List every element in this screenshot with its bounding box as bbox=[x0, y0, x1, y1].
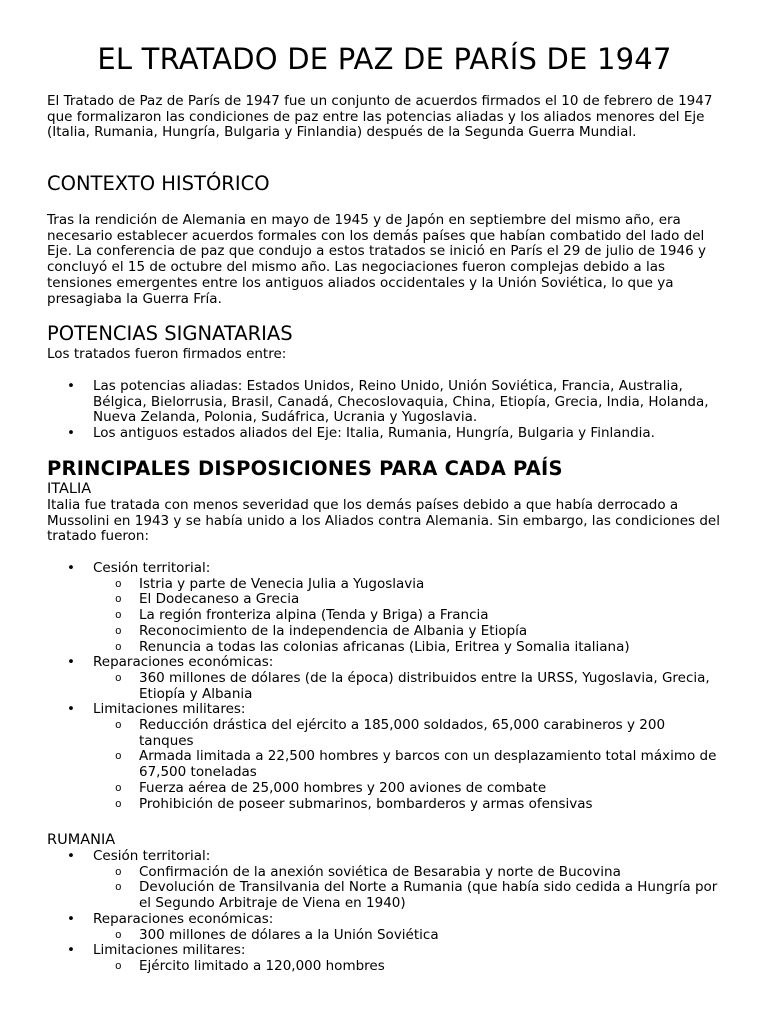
group-label: Reparaciones económicas: bbox=[93, 910, 274, 927]
sub-list-item: o Prohibición de poseer submarinos, bombarderos y armas ofensivas bbox=[93, 797, 722, 813]
section-heading-potencias: POTENCIAS SIGNATARIAS bbox=[47, 322, 293, 345]
section-heading-contexto: CONTEXTO HISTÓRICO bbox=[47, 172, 270, 195]
sub-list bbox=[93, 928, 722, 944]
list-item bbox=[47, 943, 722, 974]
sub-list-item: o Ejército limitado a 120,000 hombres bbox=[93, 959, 722, 975]
italia-conditions-list bbox=[47, 561, 722, 812]
list-item bbox=[47, 561, 722, 655]
sub-list bbox=[93, 718, 722, 812]
potencias-list bbox=[47, 379, 722, 442]
sub-list bbox=[93, 959, 722, 975]
list-item bbox=[47, 655, 722, 702]
sub-list-item: o Istria y parte de Venecia Julia a Yugoslavia bbox=[93, 577, 722, 593]
contexto-paragraph: Tras la rendición de Alemania en mayo de 1945 y de Japón en septiembre del mismo año, era necesario establecer acuerdos formales con los demás países que habían combatido del lado del Eje. La conferencia de paz que condujo a estos tratados se inició en París el 29 de julio de 1946 y concluyó el 15 de octubre del mismo año. Las negociaciones fueron complejas debido a las tensiones emergentes entre los antiguos aliados occidentales y la Unión Soviética, lo que ya presagiaba la Guerra Fría. bbox=[47, 212, 706, 307]
subheading-rumania: RUMANIA bbox=[47, 832, 116, 848]
sub-list bbox=[93, 671, 722, 702]
list-item bbox=[47, 912, 722, 943]
sub-list bbox=[93, 577, 722, 656]
sub-list-item: o La región fronteriza alpina (Tenda y Briga) a Francia bbox=[93, 608, 722, 624]
sub-list-item: o 360 millones de dólares (de la época) distribuidos entre la URSS, Yugoslavia, Grecia, Etiopía y Albania bbox=[93, 671, 722, 702]
list-item: • Las potencias aliadas: Estados Unidos, Reino Unido, Unión Soviética, Francia, Australia, Bélgica, Bielorrusia, Brasil, Canadá, Checoslovaquia, China, Etiopía, Grecia, India, Holanda, Nueva Zelanda, Polonia, Sudáfrica, Ucrania y Yugoslavia. bbox=[47, 379, 722, 426]
group-label: Reparaciones económicas: bbox=[93, 654, 274, 671]
list-item bbox=[47, 702, 722, 812]
section-heading-disposiciones: PRINCIPALES DISPOSICIONES PARA CADA PAÍS bbox=[47, 457, 563, 480]
subheading-italia: ITALIA bbox=[47, 481, 92, 497]
sub-list-item: o 300 millones de dólares a la Unión Soviética bbox=[93, 928, 722, 944]
sub-list-item: o Devolución de Transilvania del Norte a Rumania (que había sido cedida a Hungría por el Segundo Arbitraje de Viena en 1940) bbox=[93, 880, 722, 911]
sub-list-item: o Reconocimiento de la independencia de Albania y Etiopía bbox=[93, 624, 722, 640]
group-label: Limitaciones militares: bbox=[93, 701, 246, 718]
sub-list-item: o Reducción drástica del ejército a 185,000 soldados, 65,000 carabineros y 200 tanques bbox=[93, 718, 722, 749]
sub-list bbox=[93, 865, 722, 912]
sub-list-item: o Fuerza aérea de 25,000 hombres y 200 aviones de combate bbox=[93, 781, 722, 797]
group-label: Cesión territorial: bbox=[93, 560, 211, 576]
group-label: Cesión territorial: bbox=[93, 848, 211, 864]
rumania-conditions-list bbox=[47, 849, 722, 975]
list-item bbox=[47, 849, 722, 912]
potencias-intro: Los tratados fueron firmados entre: bbox=[47, 346, 287, 362]
sub-list-item: o El Dodecaneso a Grecia bbox=[93, 592, 722, 608]
sub-list-item: o Renuncia a todas las colonias africanas (Libia, Eritrea y Somalia italiana) bbox=[93, 640, 722, 656]
group-label: Limitaciones militares: bbox=[93, 942, 246, 959]
sub-list-item: o Confirmación de la anexión soviética de Besarabia y norte de Bucovina bbox=[93, 865, 722, 881]
document-title: EL TRATADO DE PAZ DE PARÍS DE 1947 bbox=[97, 42, 672, 76]
intro-paragraph: El Tratado de Paz de París de 1947 fue un conjunto de acuerdos firmados el 10 de febrero de 1947 que formalizaron las condiciones de paz entre las potencias aliadas y los aliados menores del Eje (Italia, Rumania, Hungría, Bulgaria y Finlandia) después de la Segunda Guerra Mundial. bbox=[47, 93, 713, 141]
sub-list-item: o Armada limitada a 22,500 hombres y barcos con un desplazamiento total máximo de 67,500 toneladas bbox=[93, 749, 722, 780]
list-item: • Los antiguos estados aliados del Eje: Italia, Rumania, Hungría, Bulgaria y Finlandia. bbox=[47, 426, 722, 442]
italia-paragraph: Italia fue tratada con menos severidad que los demás países debido a que había derrocado a Mussolini en 1943 y se había unido a los Aliados contra Alemania. Sin embargo, las condiciones del tratado fueron: bbox=[47, 497, 720, 545]
